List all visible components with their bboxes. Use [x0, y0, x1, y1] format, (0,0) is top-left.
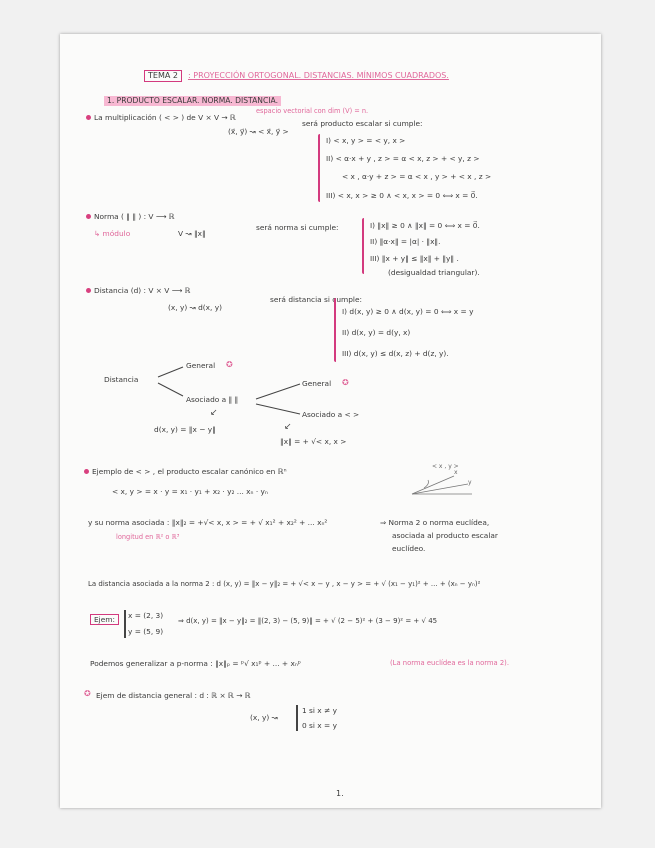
ejem-x-value: x = (2, 3) — [128, 611, 164, 620]
ejem-label: Ejem: — [90, 614, 119, 625]
bullet-dot — [84, 469, 89, 474]
bullet-dot — [86, 288, 91, 293]
norma-condition: será norma si cumple: — [256, 223, 339, 232]
star-icon: ✪ — [84, 689, 91, 698]
ejemplo-norma-note: ⇒ Norma 2 o norma euclídea, — [380, 518, 490, 527]
down-arrow-icon: ↙ — [210, 408, 218, 418]
brace-distancia — [334, 298, 336, 362]
ejemplo-norma-note-3: euclídeo. — [392, 544, 426, 553]
ejem-y-value: y = (5, 9) — [128, 627, 164, 636]
ejemplo3-intro: Ejem de distancia general : d : ℝ × ℝ → ℝ — [96, 691, 251, 700]
tree-asociado-prod: Asociado a < > — [302, 410, 360, 419]
distancia-intro: Distancia (d) : V × V ⟶ ℝ — [94, 286, 191, 295]
down-arrow-icon: ↙ — [284, 422, 292, 432]
brace-producto — [318, 134, 320, 202]
case-bar — [124, 610, 126, 638]
tree-formula-norma: d(x, y) = ‖x − y‖ — [154, 425, 216, 434]
ejemplo-formula: < x, y > = x · y = x₁ · y₁ + x₂ · y₂ ... xₙ · yₙ — [112, 487, 268, 496]
notebook-page — [60, 34, 601, 808]
pnorma-note: (La norma euclídea es la norma 2). — [390, 659, 509, 667]
bullet-dot — [86, 115, 91, 120]
tree-general-2: General — [302, 379, 332, 388]
producto-prop-3: III) < x, x > ≥ 0 ∧ < x, x > = 0 ⟺ x = 0⃗. — [326, 191, 478, 200]
ejemplo-longitud-note: longitud en ℝ² o ℝ³ — [116, 533, 180, 541]
ejemplo-norma-line: y su norma asociada : ‖x‖₂ = +√< x, x > = + √ x₁² + x₂² + ... xₙ² — [88, 518, 328, 527]
tree-general: General — [186, 361, 216, 370]
page-number: 1. — [336, 789, 344, 798]
tema-label: TEMA 2 — [144, 70, 182, 82]
producto-condition: será producto escalar si cumple: — [302, 119, 423, 128]
norma-prop-3: III) ‖x + y‖ ≤ ‖x‖ + ‖y‖ . — [370, 254, 459, 263]
ejemplo3-map: (x, y) ↝ — [250, 713, 278, 722]
star-icon: ✪ — [226, 360, 233, 369]
tree-asociado-norma: Asociado a ‖ ‖ — [186, 395, 239, 404]
distancia-prop-2: II) d(x, y) = d(y, x) — [342, 328, 411, 337]
bullet-dot — [86, 214, 91, 219]
norma-prop-1: I) ‖x‖ ≥ 0 ∧ ‖x‖ = 0 ⟺ x = 0⃗. — [370, 221, 480, 230]
sketch-x-label: x — [454, 469, 458, 476]
page-title: : PROYECCIÓN ORTOGONAL. DISTANCIAS. MÍNIMOS CUADRADOS. — [188, 71, 449, 80]
norma-intro: Norma ( ‖ ‖ ) : V ⟶ ℝ — [94, 212, 175, 221]
tree-root: Distancia — [104, 375, 139, 384]
dist2-line: La distancia asociada a la norma 2 : d (x, y) = ‖x − y‖₂ = + √< x − y , x − y > = + √ (x₁ − y₁)² + ... + (xₙ − yₙ)² — [88, 580, 481, 588]
norma-alias: ↳ módulo — [94, 229, 131, 238]
ejemplo-norma-note-2: asociada al producto escalar — [392, 531, 498, 540]
producto-intro: La multiplicación ( < > ) de V × V → ℝ — [94, 113, 236, 122]
brace-norma — [362, 218, 364, 274]
ejemplo3-case-2: 0 si x = y — [302, 721, 337, 730]
ejemplo-intro: Ejemplo de < > , el producto escalar canónico en ℝⁿ — [92, 467, 287, 476]
producto-prop-1: I) < x, y > = < y, x > — [326, 136, 406, 145]
ejemplo3-case-1: 1 si x ≠ y — [302, 706, 337, 715]
producto-note: espacio vectorial con dim (V) = n. — [256, 107, 369, 115]
tree-formula-prod: ‖x‖ = + √< x, x > — [280, 437, 347, 446]
case-bar — [296, 705, 298, 731]
norma-prop-2: II) ‖α·x‖ = |α| · ‖x‖. — [370, 237, 441, 246]
distancia-prop-3: III) d(x, y) ≤ d(x, z) + d(z, y). — [342, 349, 449, 358]
pnorma-line: Podemos generalizar a p-norma : ‖x‖ₚ = ᵖ√ x₁ᵖ + ... + xₙᵖ — [90, 659, 301, 668]
ejem-result: ⇒ d(x, y) = ‖x − y‖₂ = ‖(2, 3) − (5, 9)‖ = + √ (2 − 5)² + (3 − 9)² = + √ 45 — [178, 617, 438, 625]
producto-prop-2b: < x , α·y + z > = α < x , y > + < x , z > — [342, 172, 492, 181]
star-icon: ✪ — [342, 378, 349, 387]
section-heading: 1. PRODUCTO ESCALAR. NORMA. DISTANCIA. — [104, 96, 281, 106]
sketch-y-label: y — [468, 479, 472, 486]
sketch-label: < x , y > — [432, 463, 459, 470]
norma-map: V ↝ ‖x‖ — [178, 229, 206, 238]
producto-map: (x⃗, y⃗) ↝ < x⃗, y⃗ > — [228, 127, 289, 136]
producto-prop-2: II) < α·x + y , z > = α < x, z > + < y, z > — [326, 154, 480, 163]
norma-prop-3-note: (desigualdad triangular). — [388, 268, 480, 277]
vector-sketch — [410, 454, 474, 496]
distancia-map: (x, y) ↝ d(x, y) — [168, 303, 223, 312]
distancia-condition: será distancia si cumple: — [270, 295, 362, 304]
distancia-prop-1: I) d(x, y) ≥ 0 ∧ d(x, y) = 0 ⟺ x = y — [342, 307, 474, 316]
